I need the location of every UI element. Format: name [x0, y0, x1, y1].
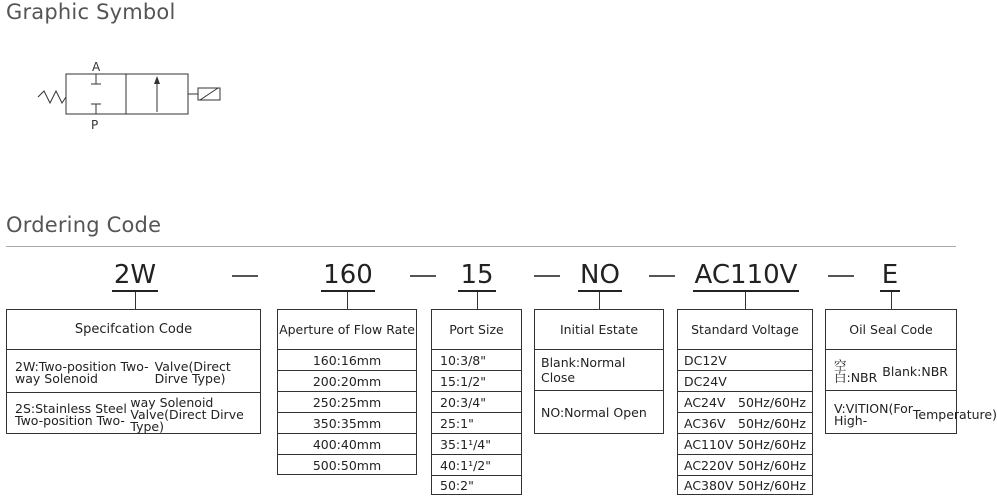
graphic-symbol-title: Graphic Symbol: [6, 0, 176, 24]
connector-line: [745, 292, 746, 309]
port-size-row: 25:1": [432, 413, 521, 434]
aperture-row: 200:20mm: [278, 371, 416, 392]
initial-state-row: Blank:Normal Close: [535, 350, 663, 391]
valve-symbol-diagram: [0, 0, 240, 140]
voltage-row: AC110V 50Hz/60Hz: [678, 434, 812, 455]
code-separator: [649, 275, 675, 277]
specification-row: 2S:Stainless Steel Two-position Two- way Solenoid Valve(Direct Dirve Type): [15, 395, 244, 434]
aperture-row: 400:40mm: [278, 434, 416, 455]
oil-seal-header: Oil Seal Code: [826, 310, 956, 350]
port-size-table: [431, 309, 522, 495]
spring-symbol: [38, 91, 66, 103]
specification-table: [6, 309, 261, 434]
code-segment-seal: E: [881, 260, 899, 290]
ordering-code-title: Ordering Code: [6, 213, 162, 237]
code-separator: [410, 275, 436, 277]
port-size-row: 20:3/4": [432, 392, 521, 413]
aperture-table: [277, 309, 417, 475]
voltage-row: DC24V: [678, 371, 812, 392]
voltage-row: AC380V 50Hz/60Hz: [684, 477, 806, 493]
port-size-row: 50:2": [440, 477, 474, 493]
code-segment-voltage: AC110V: [694, 260, 798, 290]
initial-state-row: NO:Normal Open: [541, 404, 647, 420]
connector-line: [135, 292, 136, 309]
voltage-table: [677, 309, 813, 495]
connector-line: [477, 292, 478, 309]
code-segment-spec: 2W: [113, 260, 157, 290]
port-size-row: 35:1¹/4": [432, 434, 521, 455]
aperture-row: 500:50mm: [312, 457, 382, 473]
code-separator: [534, 275, 560, 277]
specification-header: Specifcation Code: [7, 310, 260, 350]
oil-seal-row: 空白:NBR Blank:NBR: [826, 350, 956, 391]
port-size-row: 15:1/2": [432, 371, 521, 392]
code-segment-port: 15: [460, 260, 494, 290]
aperture-row: 350:35mm: [278, 413, 416, 434]
oil-seal-table: [825, 309, 997, 434]
port-a-label: A: [92, 60, 101, 74]
voltage-row: AC36V 50Hz/60Hz: [678, 413, 812, 434]
oil-seal-row: V:VITION(For High- Temperature): [834, 401, 997, 428]
voltage-row: AC24V 50Hz/60Hz: [678, 392, 812, 413]
connector-line: [347, 292, 348, 309]
code-segment-state: NO: [580, 260, 620, 290]
code-segment-aperture: 160: [323, 260, 373, 290]
specification-row: 2W:Two-position Two-way Solenoid Valve(Direct Dirve Type): [7, 350, 260, 393]
voltage-row: DC12V: [678, 350, 812, 371]
code-separator: [828, 275, 854, 277]
connector-line: [891, 292, 892, 309]
connector-line: [599, 292, 600, 309]
code-separator: [232, 275, 258, 277]
port-size-row: 10:3/8": [432, 350, 521, 371]
voltage-row: AC220V 50Hz/60Hz: [678, 455, 812, 476]
section-divider: [6, 246, 956, 247]
flow-arrow: [154, 76, 160, 84]
initial-state-header: Initial Estate: [535, 310, 663, 350]
aperture-row: 250:25mm: [278, 392, 416, 413]
port-p-label: P: [91, 118, 99, 132]
aperture-row: 160:16mm: [278, 350, 416, 371]
port-size-header: Port Size: [432, 310, 521, 350]
port-size-row: 40:1¹/2": [432, 455, 521, 476]
aperture-header: Aperture of Flow Rate: [278, 310, 416, 350]
initial-state-table: [534, 309, 664, 434]
voltage-header: Standard Voltage: [678, 310, 812, 350]
